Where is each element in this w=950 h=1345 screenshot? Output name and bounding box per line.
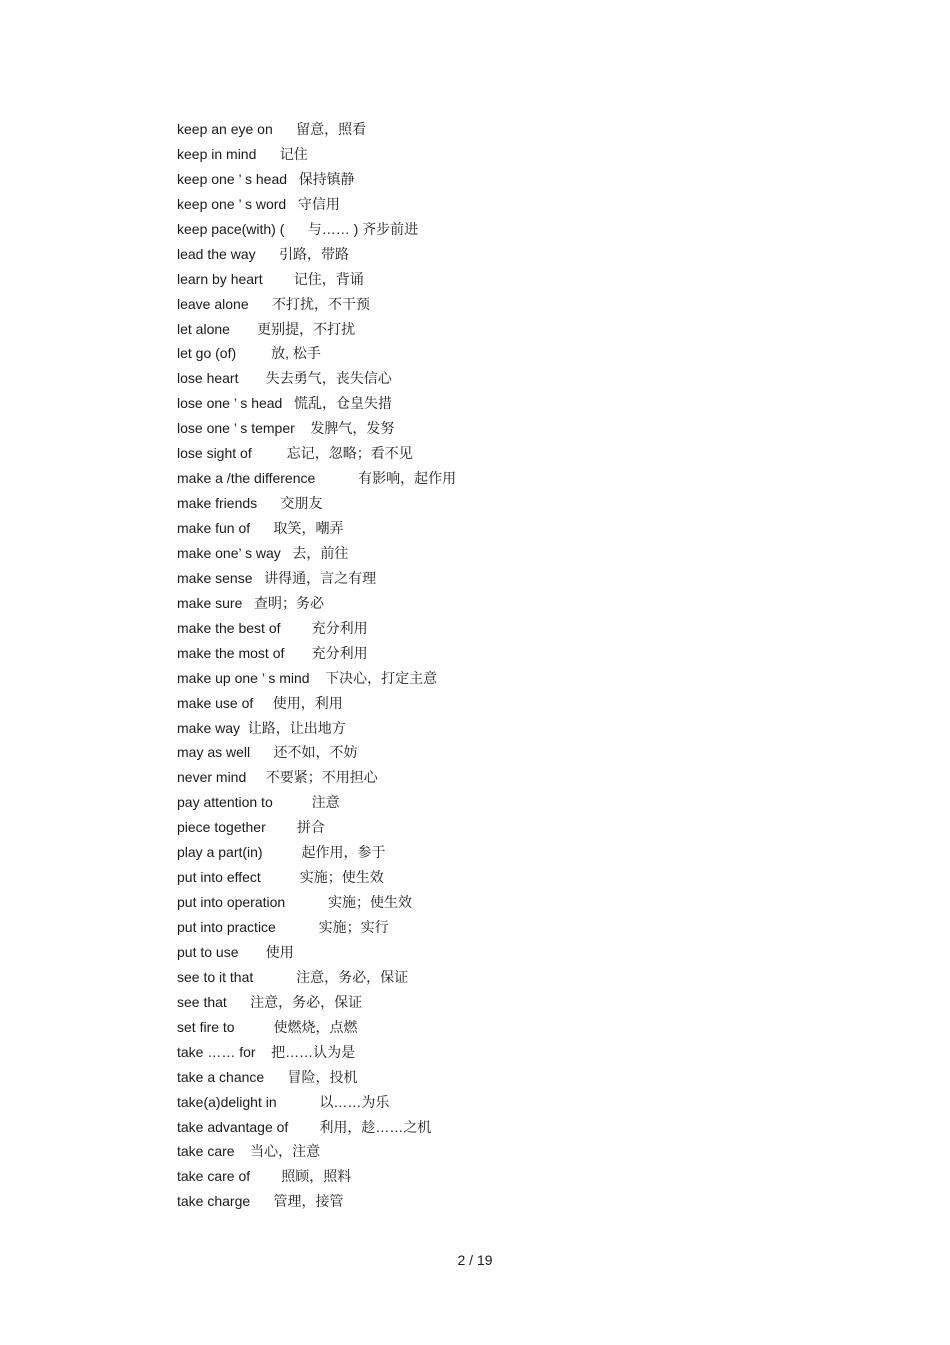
phrase-entry <box>177 1190 456 1215</box>
phrase-gap <box>264 1069 287 1085</box>
phrase-entry <box>177 1165 456 1190</box>
phrase-meaning: 引路，带路 <box>278 245 349 262</box>
phrase-term: take a chance <box>177 1068 265 1085</box>
phrase-meaning: 交朋友 <box>280 495 323 512</box>
phrase-term: make the most of <box>177 644 285 661</box>
phrase-entry <box>177 916 456 941</box>
phrase-entry <box>177 243 456 268</box>
phrase-term: lose one ’ s temper <box>177 420 295 437</box>
phrase-term: pay attention to <box>177 794 273 811</box>
phrase-meaning: 管理，接管 <box>273 1193 344 1210</box>
phrase-gap <box>261 869 300 885</box>
phrase-gap <box>238 370 265 386</box>
phrase-entry <box>177 193 456 218</box>
phrase-meaning: 保持镇静 <box>298 170 355 187</box>
phrase-term: piece together <box>177 819 266 836</box>
phrase-entry <box>177 342 456 367</box>
phrase-term: put to use <box>177 943 239 960</box>
phrase-meaning: 以……为乐 <box>319 1093 390 1110</box>
phrase-entry <box>177 692 456 717</box>
phrase-term: keep an eye on <box>177 121 273 137</box>
phrase-entry <box>177 143 456 168</box>
phrase-gap <box>256 146 279 162</box>
phrase-meaning: 把……认为是 <box>271 1043 356 1060</box>
phrase-meaning: 讲得通，言之有理 <box>264 569 377 586</box>
phrase-entry <box>177 816 456 841</box>
phrase-meaning: 让路，让出地方 <box>247 719 346 736</box>
phrase-gap <box>286 196 298 212</box>
phrase-meaning: 有影响，起作用 <box>358 470 457 487</box>
phrase-gap <box>281 620 312 636</box>
phrase-gap <box>239 944 266 960</box>
phrase-entry <box>177 891 456 916</box>
phrase-gap <box>282 395 294 411</box>
phrase-entry <box>177 417 456 442</box>
phrase-meaning: 慌乱，仓皇失措 <box>294 395 393 412</box>
phrase-entry <box>177 168 456 193</box>
phrase-gap <box>285 894 328 910</box>
phrase-meaning: 照顾，照料 <box>281 1168 352 1185</box>
phrase-entry <box>177 1016 456 1041</box>
phrase-gap <box>257 495 280 511</box>
phrase-term: keep one ’ s word <box>177 195 287 212</box>
phrase-gap <box>263 844 302 860</box>
phrase-entry <box>177 293 456 318</box>
phrase-term: make one’ s way <box>177 544 281 561</box>
phrase-term: take(a)delight in <box>177 1093 277 1110</box>
phrase-term: make sure <box>177 594 243 611</box>
phrase-term: keep pace(with) ( <box>177 220 285 237</box>
phrase-gap <box>284 645 311 661</box>
phrase-meaning: 放, 松手 <box>271 345 321 362</box>
phrase-entry <box>177 1066 456 1091</box>
phrase-term: make sense <box>177 569 253 586</box>
phrase-gap <box>310 670 326 686</box>
phrase-term: keep in mind <box>177 145 257 162</box>
phrase-term: see to it that <box>177 968 254 985</box>
phrase-meaning: 充分利用 <box>311 619 368 636</box>
phrase-term: make friends <box>177 495 258 512</box>
phrase-gap <box>277 1094 320 1110</box>
phrase-gap <box>249 296 272 312</box>
phrase-gap <box>281 545 293 561</box>
phrase-gap <box>273 794 312 810</box>
phrase-gap <box>235 1143 251 1159</box>
phrase-meaning: 记住 <box>279 145 308 162</box>
phrase-meaning: 使用，利用 <box>272 694 343 711</box>
phrase-meaning: 使燃烧，点燃 <box>273 1018 358 1035</box>
phrase-list <box>177 118 456 1215</box>
phrase-entry <box>177 118 456 143</box>
phrase-gap <box>284 221 307 237</box>
phrase-meaning: 与…… ) 齐步前进 <box>307 220 419 237</box>
phrase-gap <box>256 246 279 262</box>
phrase-meaning: 起作用，参于 <box>301 844 386 861</box>
phrase-gap <box>288 1119 319 1135</box>
phrase-term: make the best of <box>177 619 281 636</box>
phrase-gap <box>276 919 319 935</box>
phrase-gap <box>263 271 294 287</box>
phrase-entry <box>177 741 456 766</box>
phrase-gap <box>252 445 287 461</box>
phrase-entry <box>177 442 456 467</box>
phrase-term: never mind <box>177 769 247 786</box>
phrase-gap <box>287 171 299 187</box>
phrase-meaning: 失去勇气，丧失信心 <box>265 370 392 387</box>
phrase-term: make up one ’ s mind <box>177 669 310 686</box>
page-number <box>0 1251 950 1269</box>
phrase-gap <box>253 969 296 985</box>
phrase-meaning: 留意，照看 <box>296 121 367 137</box>
phrase-gap <box>253 695 272 711</box>
phrase-term: lose sight of <box>177 445 252 462</box>
phrase-entry <box>177 717 456 742</box>
phrase-entry <box>177 392 456 417</box>
phrase-term: take care <box>177 1143 235 1160</box>
phrase-gap <box>252 570 264 586</box>
phrase-term: lose one ’ s head <box>177 395 283 412</box>
phrase-entry <box>177 766 456 791</box>
phrase-entry <box>177 941 456 966</box>
phrase-gap <box>235 1019 274 1035</box>
phrase-entry <box>177 617 456 642</box>
phrase-gap <box>242 595 254 611</box>
phrase-term: keep one ’ s head <box>177 170 288 187</box>
phrase-entry <box>177 492 456 517</box>
phrase-meaning: 查明；务必 <box>254 594 325 611</box>
phrase-meaning: 不要紧；不用担心 <box>265 769 378 786</box>
phrase-meaning: 下决心，打定主意 <box>325 669 438 686</box>
phrase-meaning: 当心，注意 <box>250 1143 321 1160</box>
phrase-entry <box>177 667 456 692</box>
phrase-term: put into operation <box>177 894 286 911</box>
phrase-term: make way <box>177 719 241 736</box>
phrase-entry <box>177 642 456 667</box>
phrase-entry <box>177 841 456 866</box>
phrase-term: take care of <box>177 1168 251 1185</box>
phrase-entry <box>177 966 456 991</box>
phrase-meaning: 守信用 <box>297 195 340 212</box>
phrase-entry <box>177 268 456 293</box>
phrase-term: make a /the difference <box>177 470 316 487</box>
phrase-entry <box>177 218 456 243</box>
phrase-meaning: 充分利用 <box>311 644 368 661</box>
phrase-term: leave alone <box>177 295 249 312</box>
phrase-gap <box>266 819 297 835</box>
phrase-entry <box>177 1116 456 1141</box>
phrase-gap <box>240 720 248 736</box>
phrase-meaning: 去，前往 <box>292 544 349 561</box>
phrase-entry <box>177 542 456 567</box>
phrase-gap <box>227 994 250 1010</box>
phrase-meaning: 实施；实行 <box>318 919 389 935</box>
phrase-gap <box>230 321 257 337</box>
phrase-meaning: 记住，背诵 <box>293 270 364 287</box>
phrase-term: put into effect <box>177 869 261 886</box>
phrase-meaning: 更别提，不打扰 <box>257 320 356 337</box>
phrase-entry <box>177 866 456 891</box>
phrase-gap <box>246 769 265 785</box>
phrase-entry <box>177 991 456 1016</box>
phrase-entry <box>177 567 456 592</box>
phrase-meaning: 注意，务必，保证 <box>296 968 409 985</box>
phrase-term: let go (of) <box>177 345 237 362</box>
phrase-term: lead the way <box>177 245 256 262</box>
phrase-meaning: 实施；使生效 <box>299 869 384 886</box>
phrase-gap <box>250 1168 281 1184</box>
phrase-gap <box>236 345 271 361</box>
phrase-entry <box>177 467 456 492</box>
phrase-term: let alone <box>177 320 230 337</box>
phrase-term: lose heart <box>177 370 239 387</box>
phrase-term: set fire to <box>177 1018 235 1035</box>
phrase-meaning: 冒险，投机 <box>287 1068 358 1085</box>
phrase-meaning: 发脾气，发努 <box>310 420 395 437</box>
phrase-entry <box>177 1140 456 1165</box>
phrase-entry <box>177 791 456 816</box>
phrase-gap <box>250 1193 273 1209</box>
phrase-term: take …… for <box>177 1043 256 1060</box>
phrase-meaning: 使用 <box>265 943 294 960</box>
phrase-meaning: 拼合 <box>296 819 325 836</box>
phrase-gap <box>250 744 273 760</box>
phrase-gap <box>273 121 296 137</box>
phrase-meaning: 忘记，忽略；看不见 <box>286 445 413 462</box>
phrase-entry <box>177 1041 456 1066</box>
phrase-meaning: 注意，务必，保证 <box>250 993 363 1010</box>
phrase-gap <box>315 470 358 486</box>
phrase-term: take charge <box>177 1193 251 1210</box>
phrase-entry <box>177 592 456 617</box>
phrase-term: learn by heart <box>177 270 263 287</box>
phrase-meaning: 实施；使生效 <box>328 894 412 911</box>
phrase-term: play a part(in) <box>177 844 263 861</box>
phrase-meaning: 不打扰，不干预 <box>271 295 370 312</box>
phrase-meaning: 利用，趁……之机 <box>319 1118 432 1135</box>
page-number-text: 2 / 19 <box>457 1252 493 1268</box>
phrase-entry <box>177 318 456 343</box>
phrase-term: see that <box>177 993 227 1010</box>
phrase-gap <box>256 1044 272 1060</box>
phrase-term: make fun of <box>177 520 251 536</box>
phrase-term: may as well <box>177 744 251 761</box>
phrase-meaning: 还不如，不妨 <box>273 744 358 761</box>
phrase-term: put into practice <box>177 919 276 935</box>
phrase-meaning: 取笑，嘲弄 <box>273 520 344 536</box>
phrase-entry <box>177 1091 456 1116</box>
phrase-entry <box>177 517 456 542</box>
phrase-term: take advantage of <box>177 1118 289 1135</box>
phrase-meaning: 注意 <box>311 794 340 811</box>
phrase-gap <box>250 520 273 536</box>
phrase-entry <box>177 367 456 392</box>
phrase-term: make use of <box>177 694 254 711</box>
phrase-gap <box>295 420 311 436</box>
